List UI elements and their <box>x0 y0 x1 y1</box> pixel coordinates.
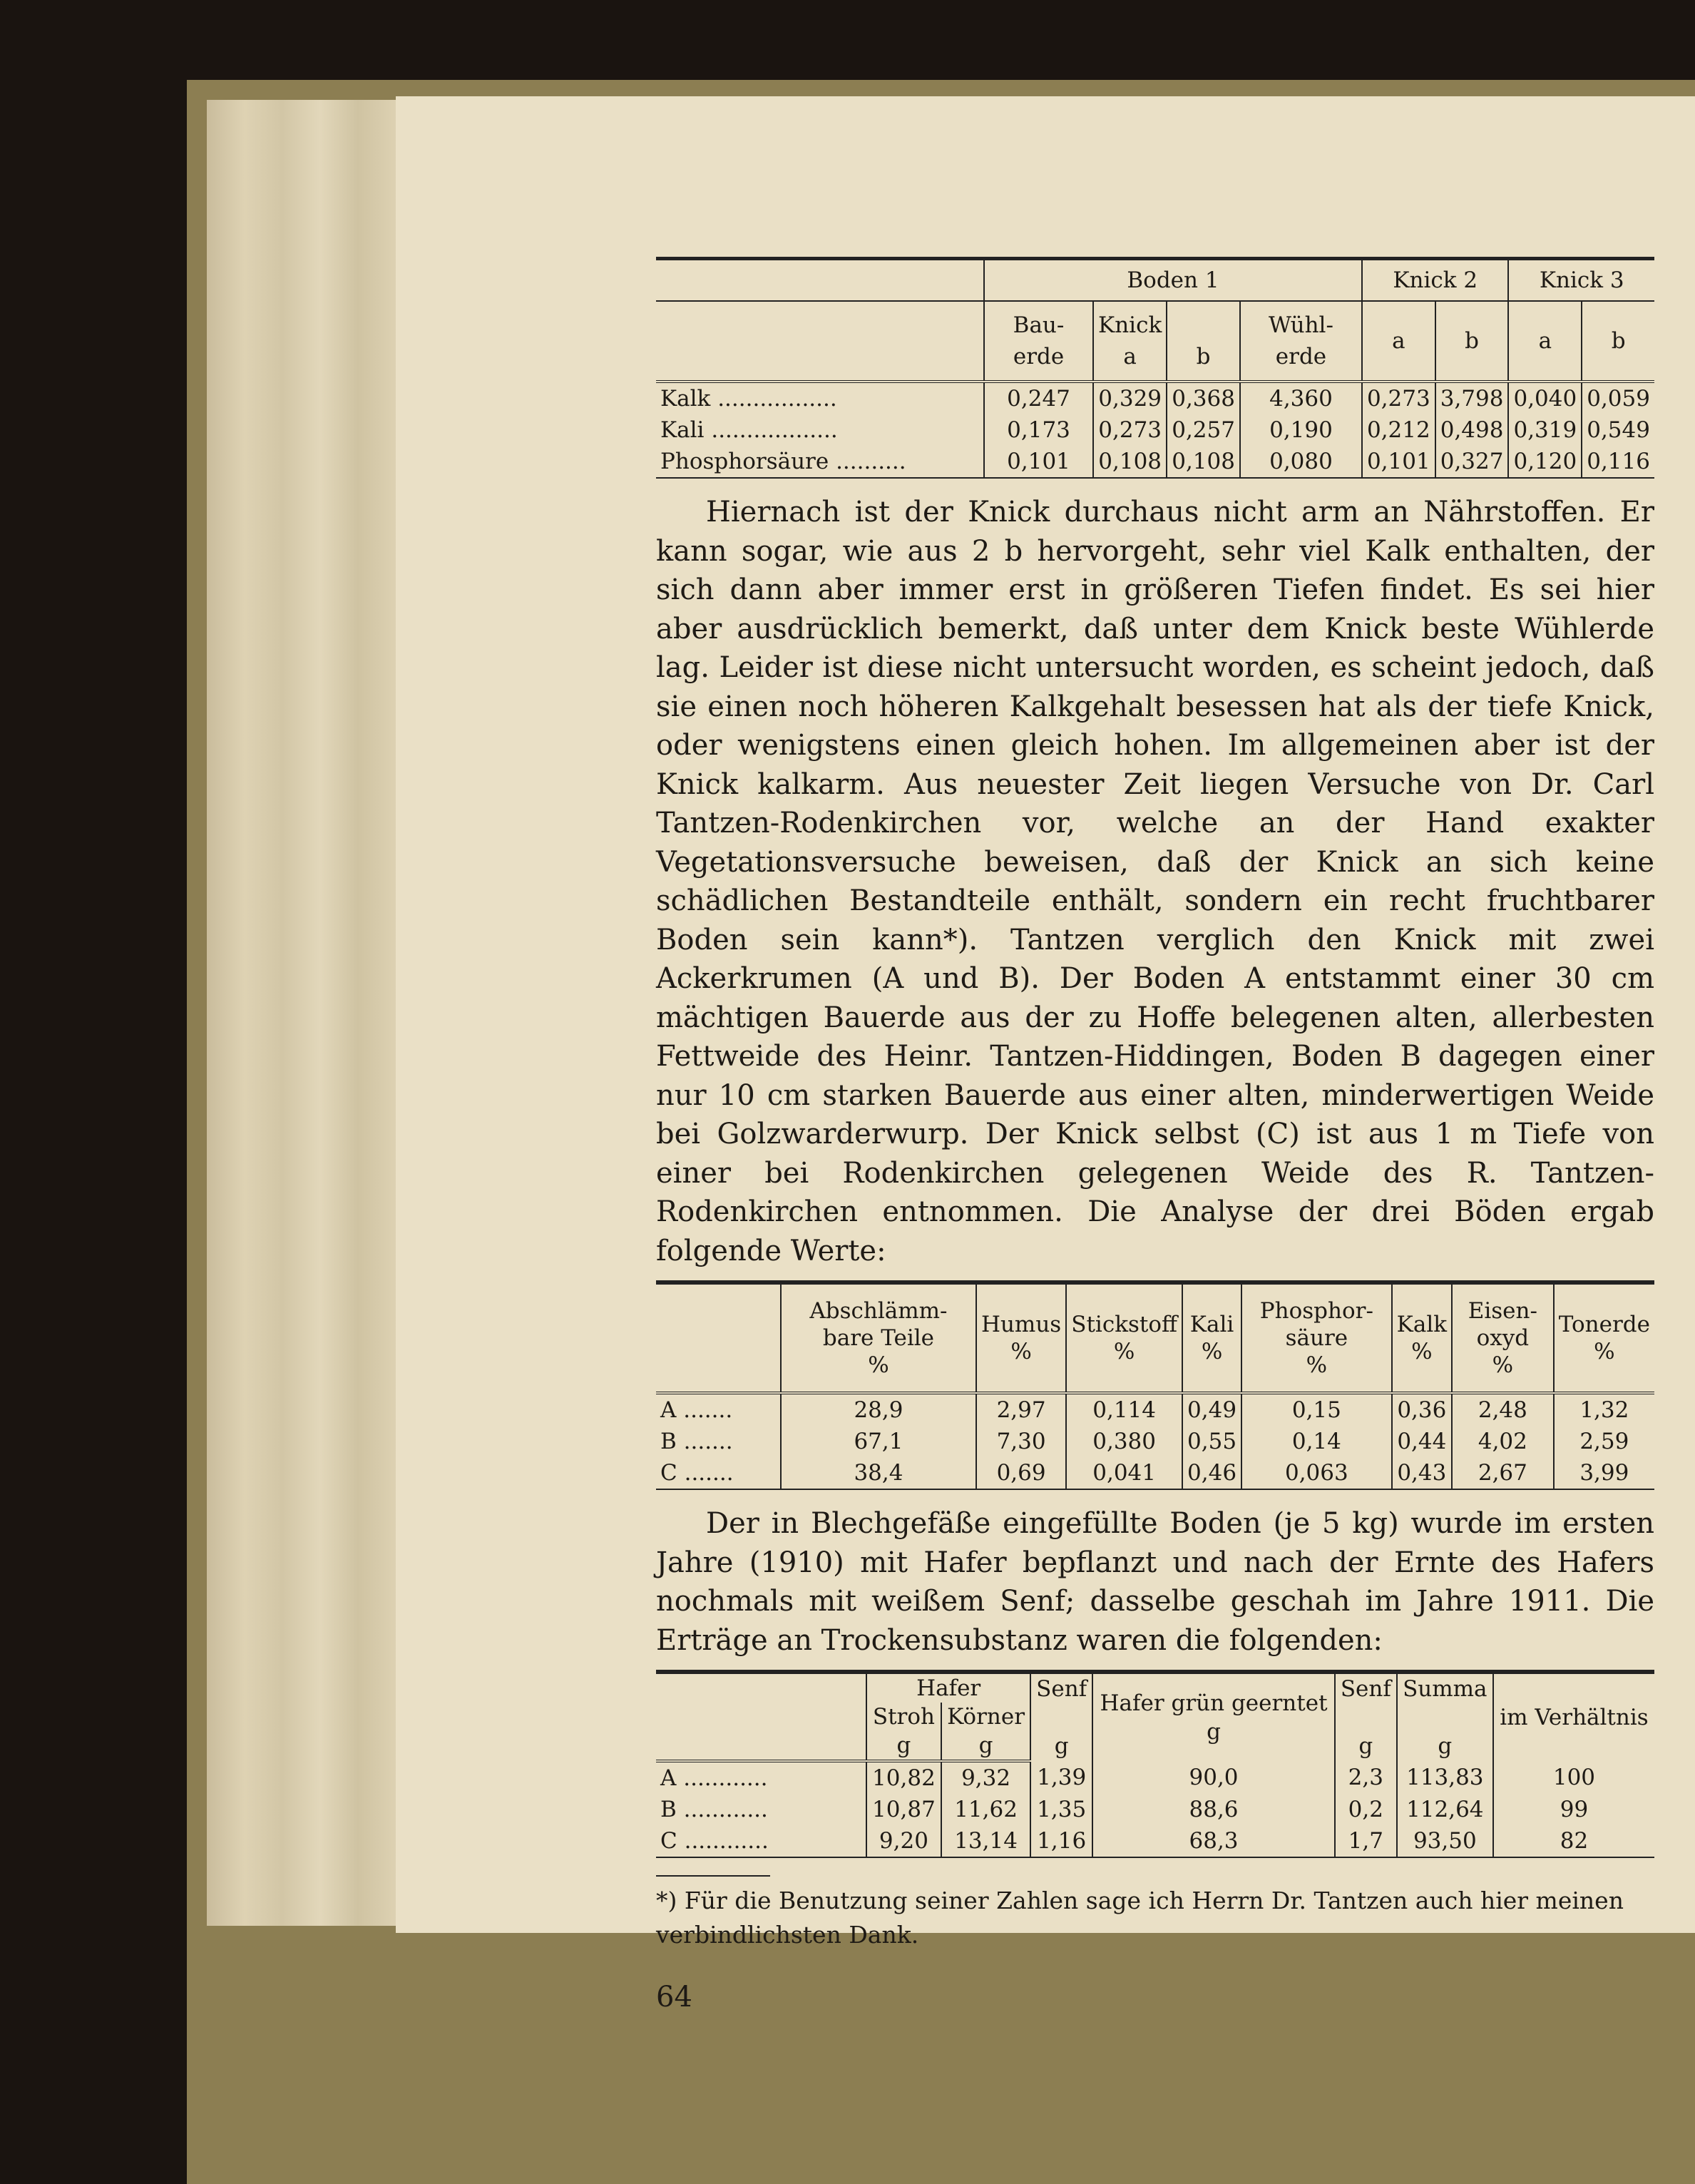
cell: 0,327 <box>1435 446 1509 478</box>
cell: 88,6 <box>1092 1794 1335 1825</box>
header-knick-b: b <box>1167 301 1240 382</box>
row-label: A <box>660 1765 677 1791</box>
cell: 4,02 <box>1452 1426 1554 1457</box>
cell: 0,120 <box>1508 446 1582 478</box>
table-row <box>656 446 1654 478</box>
row-label: Kali .................. <box>660 417 838 443</box>
cell: 0,49 <box>1182 1393 1241 1426</box>
header-summa: Summa g <box>1397 1672 1493 1761</box>
cell: 0,108 <box>1167 446 1240 478</box>
soil-analysis-table <box>656 1280 1654 1490</box>
cell: 0,498 <box>1435 414 1509 446</box>
table1-corner <box>656 259 984 302</box>
table-row <box>656 382 1654 414</box>
cell: 2,97 <box>976 1393 1066 1426</box>
cell: 1,39 <box>1030 1761 1092 1794</box>
header-eisenoxyd: Eisen-oxyd % <box>1452 1282 1554 1393</box>
cell: 0,257 <box>1167 414 1240 446</box>
body-paragraph-1: Hiernach ist der Knick durchaus nicht arm an Nährstoffen. Er kann sogar, wie aus 2 b hervorgeht, sehr viel Kalk enthalten, der sich dann aber immer erst in größeren Tiefen findet. Es sei hier aber ausdrücklich bemerkt, daß unter dem Knick beste Wühlerde lag. Leider ist diese nicht untersucht worden, es scheint jedoch, daß sie einen noch höheren Kalkgehalt besessen hat als der tiefe Knick, oder wenigstens einen gleich hohen. Im allgemeinen aber ist der Knick kalkarm. Aus neuester Zeit liegen Versuche von Dr. Carl Tantzen-Rodenkirchen vor, welche an der Hand exakter Vegetationsversuche beweisen, daß der Knick an sich keine schädlichen Bestandteile enthält, sondern ein recht fruchtbarer Boden sein kann*). Tantzen verglich den Knick mit zwei Ackerkrumen (A und B). Der Boden A entstammt einer 30 cm mächtigen Bauerde aus der zu Hoffe belegenen alten, allerbesten Fettweide des Heinr. Tantzen-Hiddingen, Boden B dagegen einer nur 10 cm starken Bauerde aus einer alten, minderwertigen Weide bei Golzwarderwurp. Der Knick selbst (C) ist aus 1 m Tiefe von einer bei Rodenkirchen gelegenen Weide des R. Tantzen-Rodenkirchen entnommen. Die Analyse der drei Böden ergab folgende Werte: <box>656 496 1654 1267</box>
footnote-rule <box>656 1875 770 1877</box>
header-kalk: Kalk % <box>1392 1282 1452 1393</box>
header-kali: Kali % <box>1182 1282 1241 1393</box>
cell: 0,108 <box>1093 446 1167 478</box>
cell: 1,32 <box>1554 1393 1654 1426</box>
header-koerner: Körner g <box>941 1703 1030 1761</box>
table-row: C ............ 9,20 13,14 1,16 68,3 1,7 93,50 82 <box>656 1825 1654 1857</box>
cell: 100 <box>1493 1761 1654 1794</box>
footnote <box>656 1875 1654 1952</box>
row-label: B <box>660 1429 677 1454</box>
row-label: C <box>660 1460 677 1486</box>
table-row: A ....... 28,9 2,97 0,114 0,49 0,15 0,36 2,48 1,32 <box>656 1393 1654 1426</box>
table-row: B ....... 67,1 7,30 0,380 0,55 0,14 0,44 4,02 2,59 <box>656 1426 1654 1457</box>
cell: 2,59 <box>1554 1426 1654 1457</box>
nutrient-table <box>656 257 1654 479</box>
cell: 0,368 <box>1167 382 1240 414</box>
cell: 0,2 <box>1335 1794 1397 1825</box>
cell: 10,87 <box>866 1794 941 1825</box>
header-knick2: Knick 2 <box>1362 259 1509 302</box>
cell: 67,1 <box>781 1426 976 1457</box>
cell: 0,549 <box>1582 414 1654 446</box>
row-label: A <box>660 1397 677 1423</box>
cell: 0,273 <box>1093 414 1167 446</box>
row-label: Phosphorsäure .......... <box>660 449 906 474</box>
cell: 99 <box>1493 1794 1654 1825</box>
cell: 0,46 <box>1182 1457 1241 1489</box>
cell: 9,32 <box>941 1761 1030 1794</box>
cell: 112,64 <box>1397 1794 1493 1825</box>
cell: 2,48 <box>1452 1393 1554 1426</box>
header-knick3-b: b <box>1582 301 1654 382</box>
cell: 38,4 <box>781 1457 976 1489</box>
cell: 0,15 <box>1241 1393 1392 1426</box>
cell: 1,7 <box>1335 1825 1397 1857</box>
header-knick3-a: a <box>1508 301 1582 382</box>
header-knick2-b: b <box>1435 301 1509 382</box>
body-paragraph-2: Der in Blechgefäße eingefüllte Boden (je 5 kg) wurde im ersten Jahre (1910) mit Hafer bepflanzt und nach der Ernte des Hafers nochmals mit weißem Senf; dasselbe geschah im Jahre 1911. Die Erträge an Trockensubstanz waren die folgenden: <box>656 1507 1654 1657</box>
cell: 93,50 <box>1397 1825 1493 1857</box>
cell: 0,114 <box>1066 1393 1182 1426</box>
cell: 1,35 <box>1030 1794 1092 1825</box>
row-label: B <box>660 1797 677 1822</box>
header-bauerde: Bau-erde <box>984 301 1093 382</box>
cell: 3,99 <box>1554 1457 1654 1489</box>
row-label: Kalk ................. <box>660 386 837 412</box>
cell: 0,247 <box>984 382 1093 414</box>
cell: 0,101 <box>984 446 1093 478</box>
header-wuehlerde: Wühl-erde <box>1240 301 1362 382</box>
cell: 0,040 <box>1508 382 1582 414</box>
cell: 0,14 <box>1241 1426 1392 1457</box>
cell: 0,041 <box>1066 1457 1182 1489</box>
cell: 2,3 <box>1335 1761 1397 1794</box>
header-verhaeltnis: im Verhältnis <box>1493 1672 1654 1761</box>
cell: 0,44 <box>1392 1426 1452 1457</box>
cell: 3,798 <box>1435 382 1509 414</box>
cell: 0,063 <box>1241 1457 1392 1489</box>
cell: 0,059 <box>1582 382 1654 414</box>
page-number: 64 <box>656 1981 692 2014</box>
cell: 7,30 <box>976 1426 1066 1457</box>
cell: 0,273 <box>1362 382 1435 414</box>
table-row: C ....... 38,4 0,69 0,041 0,46 0,063 0,43 2,67 3,99 <box>656 1457 1654 1489</box>
header-senf: Senf g <box>1030 1672 1092 1761</box>
cell: 0,190 <box>1240 414 1362 446</box>
cell: 0,212 <box>1362 414 1435 446</box>
table-row: B ............ 10,87 11,62 1,35 88,6 0,2 112,64 99 <box>656 1794 1654 1825</box>
cell: 0,173 <box>984 414 1093 446</box>
header-stickstoff: Stickstoff % <box>1066 1282 1182 1393</box>
cell: 0,116 <box>1582 446 1654 478</box>
header-knick3: Knick 3 <box>1508 259 1654 302</box>
cell: 11,62 <box>941 1794 1030 1825</box>
header-abschlaemmbar: Abschlämm-bare Teile % <box>781 1282 976 1393</box>
table-row <box>656 414 1654 446</box>
header-hafer-gruen: Hafer grün geerntet g <box>1092 1672 1335 1761</box>
cell: 0,69 <box>976 1457 1066 1489</box>
cell: 10,82 <box>866 1761 941 1794</box>
header-knick2-a: a <box>1362 301 1435 382</box>
cell: 0,080 <box>1240 446 1362 478</box>
table2-corner <box>656 1282 781 1393</box>
header-senf-2: Senf g <box>1335 1672 1397 1761</box>
cell: 2,67 <box>1452 1457 1554 1489</box>
cell: 68,3 <box>1092 1825 1335 1857</box>
cell: 0,36 <box>1392 1393 1452 1426</box>
header-knick-a: Knick a <box>1093 301 1167 382</box>
cell: 0,329 <box>1093 382 1167 414</box>
cell: 113,83 <box>1397 1761 1493 1794</box>
header-humus: Humus % <box>976 1282 1066 1393</box>
cell: 4,360 <box>1240 382 1362 414</box>
page-edges <box>207 100 396 1926</box>
cell: 82 <box>1493 1825 1654 1857</box>
cell: 90,0 <box>1092 1761 1335 1794</box>
cell: 0,380 <box>1066 1426 1182 1457</box>
table3-corner <box>656 1672 866 1703</box>
cell: 28,9 <box>781 1393 976 1426</box>
page-content <box>656 257 1654 2014</box>
cell: 0,43 <box>1392 1457 1452 1489</box>
header-tonerde: Tonerde % <box>1554 1282 1654 1393</box>
yield-table <box>656 1670 1654 1858</box>
row-label: C <box>660 1828 677 1854</box>
cell: 9,20 <box>866 1825 941 1857</box>
cell: 13,14 <box>941 1825 1030 1857</box>
cell: 0,101 <box>1362 446 1435 478</box>
cell: 1,16 <box>1030 1825 1092 1857</box>
header-phosphorsaeure: Phosphor-säure % <box>1241 1282 1392 1393</box>
header-boden1: Boden 1 <box>984 259 1362 302</box>
cell: 0,319 <box>1508 414 1582 446</box>
header-hafer: Hafer <box>866 1672 1030 1703</box>
cell: 0,55 <box>1182 1426 1241 1457</box>
table-row: A ............ 10,82 9,32 1,39 90,0 2,3 113,83 100 <box>656 1761 1654 1794</box>
header-stroh: Stroh g <box>866 1703 941 1761</box>
footnote-text: *) Für die Benutzung seiner Zahlen sage ich Herrn Dr. Tantzen auch hier meinen verbindlichsten Dank. <box>656 1887 1624 1949</box>
